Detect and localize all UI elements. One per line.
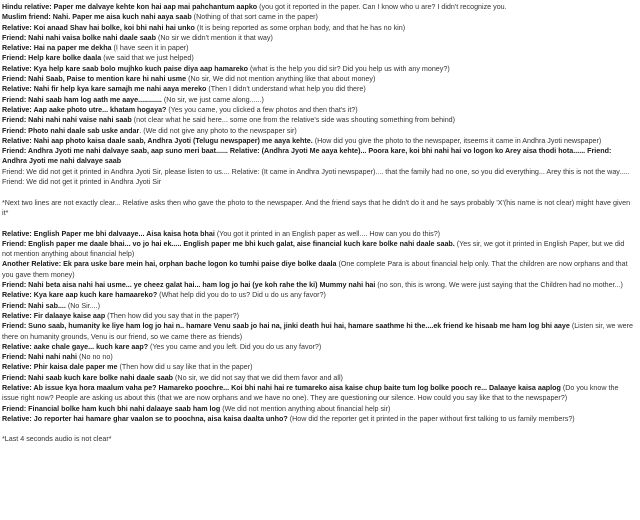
dialogue-line <box>2 362 636 372</box>
original-speech: Relative: Phir kaisa dale paper me <box>2 363 118 372</box>
dialogue-line <box>2 301 636 311</box>
translation: (No sir we didn't mention it that way) <box>155 33 273 42</box>
original-speech: Friend: Nahi Saab, Paise to mention kare hi nahi usme <box>2 75 187 84</box>
dialogue-line <box>2 105 636 115</box>
dialogue-line <box>2 259 636 280</box>
original-speech: Friend: Andhra Jyoti me nahi dalvaye saab, aap suno meri baat...... Relative: (Andhra Jyoti Me aaya kehte)... Poora kare, koi bhi nahi hai vo logon ko Arey aisa thodi hota...... Friend: Andhra Jyoti me nahi dalvaye saab <box>2 147 612 166</box>
translation: (Yes you came and you left. Did you do us any favor?) <box>148 342 322 351</box>
dialogue-line <box>2 414 636 424</box>
dialogue-line <box>2 352 636 362</box>
translation: (Then I didn't understand what help you did there) <box>206 85 366 94</box>
original-speech: Relative: Kya help kare saab bolo mujhko kuch paise diya aap hamareko <box>2 64 249 73</box>
translation: . (We did not give any photo to the newspaper sir) <box>139 126 297 135</box>
original-speech: Relative: Aap aake photo utre... khatam hogaya? <box>2 105 167 114</box>
transcription-note: *Next two lines are not exactly clear... Relative asks then who gave the photo to the newspaper. And the friend says that he didn't do it and he says probably 'X'(his name is not clear) might have given it* <box>2 198 631 217</box>
translation: (One complete Para is about financial help only. That the children are now orphans and that you gave them money) <box>2 260 628 279</box>
closing-note: *Last 4 seconds audio is not clear* <box>2 435 112 444</box>
dialogue-line <box>2 229 636 239</box>
dialogue-line <box>2 64 636 74</box>
dialogue-line <box>2 342 636 352</box>
translation: (not clear what he said here... some one from the relative's side was shouting something from behind) <box>131 116 456 125</box>
dialogue-line <box>2 311 636 321</box>
translation: (Then how did you say that in the paper?) <box>105 311 239 320</box>
translation: (We did not mention anything about financial help sir) <box>220 404 391 413</box>
original-speech: Friend: Nahi sab.... <box>2 301 66 310</box>
dialogue-line <box>2 43 636 53</box>
translation: (Listen sir, we were there on humanity grounds, Venu is our friend, so we came there as friends) <box>2 322 633 341</box>
original-speech: Hindu relative: Paper me dalvaye kehte kon hai aap mai pahchantum aapko <box>2 3 258 11</box>
transcript-block-2 <box>2 229 636 425</box>
dialogue-line <box>2 136 636 146</box>
original-speech: Friend: Help kare bolke daala <box>2 54 102 63</box>
dialogue-line <box>2 146 636 167</box>
translation: (How did you give the photo to the newspaper, itseems it came in Andhra Jyoti newspaper) <box>312 136 602 145</box>
translation: (I have seen it in paper) <box>111 44 189 53</box>
dialogue-line <box>2 280 636 290</box>
translation: (we said that we just helped) <box>101 54 194 63</box>
translation: (It is being reported as some orphan body, and that he has no kin) <box>194 23 406 32</box>
original-speech: Relative: Jo reporter hai hamare ghar vaalon se to poochna, aisa kaisa daalta unho? <box>2 414 288 423</box>
dialogue-line <box>2 373 636 383</box>
original-speech: Relative: aake chale gaye... kuch kare aap? <box>2 342 149 351</box>
original-speech: Relative: Nahi aap photo kaisa daale saab, Andhra Jyoti (Telugu newspaper) me aaya kehte. <box>2 136 313 145</box>
original-speech: Relative: Koi anaad Shav hai bolke, koi bhi nahi hai unko <box>2 23 195 32</box>
dialogue-line <box>2 74 636 84</box>
dialogue-line <box>2 126 636 136</box>
translation: (what is the help you did sir? Did you help us with any money?) <box>248 64 450 73</box>
original-speech: Muslim friend: Nahi. Paper me aisa kuch nahi aaya saab <box>2 13 192 22</box>
translation: (no son, this is wrong. We were just saying that the Children had no mother...) <box>375 281 623 290</box>
original-speech: Friend: Financial bolke ham kuch bhi nahi dalaaye saab ham log <box>2 404 221 413</box>
translation: (What help did you do to us? Did u do us any favor?) <box>157 291 326 300</box>
original-speech: Relative: Ab issue kya hora maalum vaha pe? Hamareko poochre... Koi bhi nahi hai re tumareko aisa kaise chup baite tum log bolke pooch re... Dalaaye kaisa aaplog <box>2 383 561 392</box>
translation: (Yes you came, you clicked a few photos and then that's it?) <box>166 105 358 114</box>
original-speech: Friend: Photo nahi daale sab uske andar <box>2 126 140 135</box>
original-speech: Relative: Hai na paper me dekha <box>2 44 112 53</box>
original-speech: Friend: Nahi saab ham log aath me aaye............ <box>2 95 162 104</box>
original-speech: Another Relative: Ek para uske bare mein hai, orphan bache logon ko tumhi paise diye bolke daala <box>2 260 337 269</box>
original-speech: Friend: Nahi nahi nahi vaise nahi saab <box>2 116 132 125</box>
spacer <box>2 187 636 197</box>
dialogue-line <box>2 53 636 63</box>
dialogue-line <box>2 95 636 105</box>
dialogue-line <box>2 33 636 43</box>
translation: (No Sir....) <box>65 301 101 310</box>
spacer <box>2 424 636 434</box>
translation: (No sir, we just came along......) <box>161 95 264 104</box>
translation: (you got it reported in the paper. Can I know who u are? I didn't recognize you. <box>257 3 507 11</box>
translation: (No sir, We did not mention anything like that about money) <box>186 75 376 84</box>
original-speech: Relative: English Paper me bhi dalvaaye... Aisa kaisa hota bhai <box>2 229 215 238</box>
translation: (No sir, we did not say that we did them favor and all) <box>173 373 343 382</box>
dialogue-line <box>2 84 636 94</box>
dialogue-line <box>2 404 636 414</box>
dialogue-line <box>2 383 636 404</box>
original-speech: Friend: Nahi nahi nahi <box>2 353 77 362</box>
translation: (No no no) <box>76 353 113 362</box>
dialogue-line <box>2 167 636 188</box>
transcript-block-1 <box>2 2 636 187</box>
dialogue-line <box>2 290 636 300</box>
translation: (Then how did u say like that in the paper) <box>117 363 253 372</box>
original-speech: Relative: Nahi fir help kya kare samajh me nahi aaya mereko <box>2 85 207 94</box>
original-speech: Relative: Kya kare aap kuch kare hamaareko? <box>2 291 158 300</box>
translation: (Nothing of that sort came in the paper) <box>191 13 318 22</box>
dialogue-line <box>2 23 636 33</box>
spacer <box>2 218 636 228</box>
dialogue-line <box>2 321 636 342</box>
dialogue-line <box>2 12 636 22</box>
original-speech: Friend: English paper me daale bhai... vo jo hai ek..... English paper me bhi kuch galat, aise financial kuch kare bolke nahi daale saab. <box>2 239 455 248</box>
dialogue-line <box>2 115 636 125</box>
original-speech: Friend: Suno saab, humanity ke liye ham log jo hai n.. hamare Venu saab jo hai na, jinki death hui hai, hamare saathme hi the....ek friend ke hisaab me ham log bhi aaye <box>2 322 570 331</box>
translation: Friend: We did not get it printed in Andhra Jyoti Sir, please listen to us.... Relative: (It came in Andhra Jyoti newspaper).... that the family had no one, so you did everything... Arey this is not the way..... Friend: We did not get it printed in Andhra Jyoti Sir <box>2 167 630 187</box>
translation: (You got it printed in an English paper as well.... How can you do this?) <box>214 229 441 238</box>
translation: (Yes sir, we got it printed in English Paper, but we did not mention anything about financial help) <box>2 239 625 259</box>
translation: (How did the reporter get it printed in the paper without first talking to us family members?) <box>287 414 575 423</box>
original-speech: Friend: Nahi nahi vaisa bolke nahi daale saab <box>2 33 156 42</box>
original-speech: Friend: Nahi saab kuch kare bolke nahi daale saab <box>2 373 174 382</box>
translation: (Do you know the issue right now? People are asking us about this (that we are now orphans and we have no one). They are questioning our silence. How could you say like that to the newspaper?) <box>2 383 619 403</box>
dialogue-line <box>2 2 636 12</box>
original-speech: Relative: Fir dalaaye kaise aap <box>2 311 106 320</box>
original-speech: Friend: Nahi beta aisa nahi hai usme... ye cheez galat hai... ham log jo hai (ye koh rahe the ki) Mummy nahi hai <box>2 281 376 290</box>
dialogue-line <box>2 239 636 260</box>
